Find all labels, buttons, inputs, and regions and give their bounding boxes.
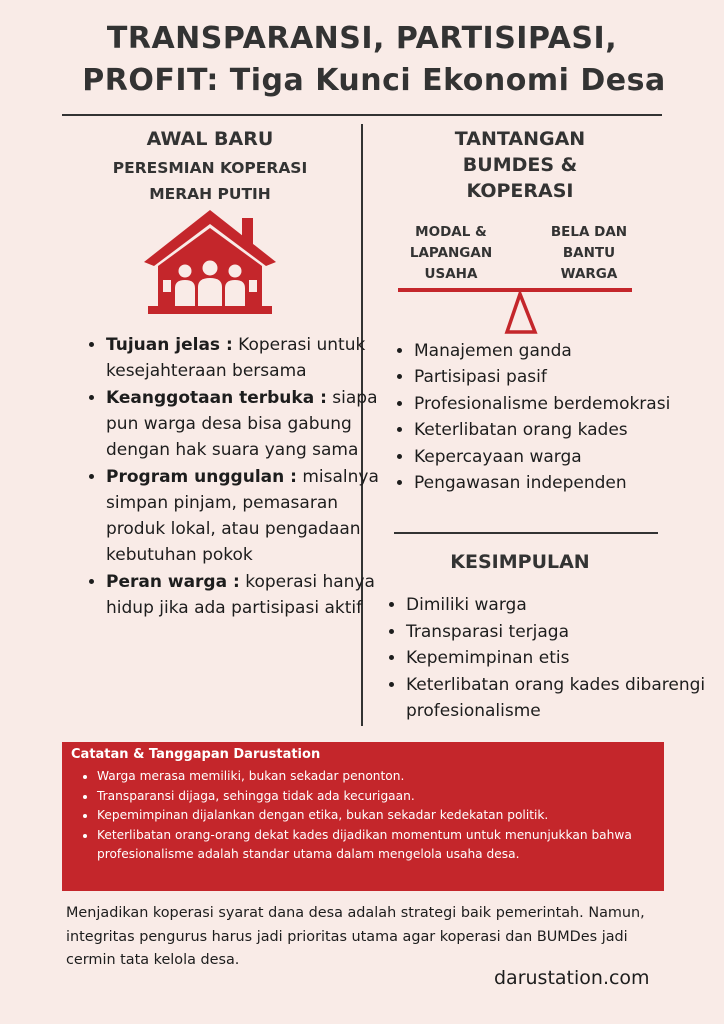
closing-paragraph: Menjadikan koperasi syarat dana desa adalah strategi baik pemerintah. Namun, integritas pengurus harus jadi prioritas utama agar koperasi dan BUMDes jadi cermin tata kelola desa.	[66, 905, 645, 968]
right-column-header	[380, 126, 660, 204]
website-label: darustation.com	[494, 967, 650, 989]
scale-left-line: LAPANGAN	[409, 245, 493, 261]
title-line-2: PROFIT: Tiga Kunci Ekonomi Desa	[82, 63, 666, 98]
house-with-people-icon	[142, 208, 278, 316]
scale-right-line: BANTU	[562, 245, 616, 261]
item-label: Keanggotaan terbuka :	[106, 388, 327, 408]
notes-title: Catatan & Tanggapan Darustation	[71, 747, 321, 762]
list-item: • Keterlibatan orang kades	[414, 417, 704, 443]
item-text: siapa pun warga desa bisa gabung dengan hak suara yang sama	[106, 388, 378, 460]
item-text: misalnya simpan pinjam, pemasaran produk lokal, atau pengadaan kebutuhan pokok	[106, 467, 379, 565]
title-line-1: TRANSPARANSI, PARTISIPASI,	[106, 21, 618, 56]
scale-right-line: BELA DAN	[550, 224, 628, 240]
left-heading: AWAL BARU	[146, 128, 274, 150]
item-label: Program unggulan :	[106, 467, 297, 487]
notes-list	[71, 767, 654, 865]
scale-left-line: MODAL &	[415, 224, 487, 240]
list-item: • Transparasi terjaga	[406, 619, 706, 646]
scale-left-line: USAHA	[424, 266, 478, 282]
list-item: • Pengawasan independen	[414, 470, 704, 496]
right-heading-2: BUMDES &	[462, 154, 578, 176]
list-item: • Profesionalisme berdemokrasi	[414, 391, 704, 417]
item-label: Peran warga :	[106, 572, 240, 592]
list-item: • Manajemen ganda	[414, 338, 704, 364]
item-text: Koperasi untuk kesejahteraan bersama	[106, 335, 366, 381]
left-column-header	[80, 126, 340, 207]
list-item: • Dimiliki warga	[406, 592, 706, 619]
right-heading-1: TANTANGAN	[454, 128, 586, 150]
list-item	[106, 569, 386, 621]
challenges-list	[384, 338, 704, 496]
scale-right-line: WARGA	[560, 266, 618, 282]
right-heading-3: KOPERASI	[466, 180, 574, 202]
item-text: koperasi hanya hidup jika ada partisipasi aktif	[106, 572, 375, 618]
conclusion-heading: KESIMPULAN	[450, 551, 590, 573]
conclusion-list	[376, 592, 706, 725]
list-item: • Keterlibatan orang kades dibarengi profesionalisme	[406, 672, 706, 725]
scale-right-label	[534, 222, 644, 285]
list-item: • Kepemimpinan dijalankan dengan etika, bukan sekadar kedekatan politik.	[97, 806, 654, 826]
left-bullet-list	[76, 332, 386, 622]
list-item: • Warga merasa memiliki, bukan sekadar penonton.	[97, 767, 654, 787]
item-label: Tujuan jelas :	[106, 335, 233, 355]
list-item	[106, 385, 386, 463]
page-title	[0, 18, 724, 102]
left-subheading-1: PERESMIAN KOPERASI	[112, 159, 308, 177]
list-item	[106, 464, 386, 568]
list-item: • Transparansi dijaga, sehingga tidak ada kecurigaan.	[97, 787, 654, 807]
list-item	[106, 332, 386, 384]
list-item: • Partisipasi pasif	[414, 364, 704, 390]
notes-box	[62, 742, 664, 891]
scale-left-label	[396, 222, 506, 285]
list-item: • Keterlibatan orang-orang dekat kades dijadikan momentum untuk menunjukkan bahwa profesionalisme adalah standar utama dalam mengelola usaha desa.	[97, 826, 654, 865]
title-divider	[62, 114, 662, 116]
list-item: • Kepercayaan warga	[414, 444, 704, 470]
conclusion-divider	[394, 532, 658, 534]
left-subheading-2: MERAH PUTIH	[149, 185, 271, 203]
list-item: • Kepemimpinan etis	[406, 645, 706, 672]
balance-scale-icon	[398, 284, 634, 336]
